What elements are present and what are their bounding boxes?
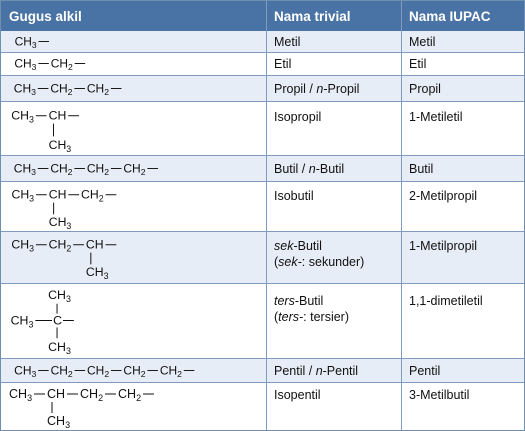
svg-text:CH3: $CH_3$ — [48, 215, 72, 231]
svg-text:CH3: $CH_3$ — [11, 187, 35, 204]
table-row — [1, 284, 524, 359]
svg-text:CH2: $CH_2$ — [86, 81, 110, 98]
trivial-name: sek-Butil — [274, 239, 322, 253]
iupac-name: Pentil — [409, 364, 441, 378]
trivial-name: Pentil / n-Pentil — [274, 364, 359, 378]
svg-text:CH2: $CH_2$ — [80, 387, 104, 403]
iupac-name: 1-Metiletil — [409, 110, 463, 124]
svg-text:CH3: $CH_3$ — [11, 237, 35, 254]
svg-text:CH2: $CH_2$ — [118, 387, 142, 403]
svg-text:CH2: $CH_2$ — [159, 363, 182, 380]
trivial-note: (sek-: sekunder) — [274, 255, 365, 269]
svg-text:CH2: $CH_2$ — [87, 363, 110, 380]
trivial-name: Isobutil — [274, 189, 314, 203]
table-row — [1, 76, 524, 102]
formula-isopropyl — [1, 102, 266, 155]
column-divider — [266, 1, 267, 430]
formula-isopentyl — [1, 383, 266, 430]
header-iupac-name: Nama IUPAC — [409, 9, 491, 24]
trivial-note: (ters-: tersier) — [274, 310, 350, 324]
iupac-name: Metil — [409, 35, 436, 49]
iupac-name: Butil — [409, 162, 434, 176]
trivial-name: Isopropil — [274, 110, 322, 124]
table-row — [1, 182, 524, 232]
iupac-name: Etil — [409, 57, 427, 71]
column-divider — [401, 1, 402, 430]
svg-text:CH2: $CH_2$ — [123, 161, 146, 178]
svg-text:CH3: $CH_3$ — [11, 108, 34, 125]
trivial-name: Isopentil — [274, 388, 321, 402]
header-trivial-name: Nama trivial — [274, 9, 351, 24]
formula-propyl — [1, 76, 266, 101]
svg-text:CH3: $CH_3$ — [13, 161, 36, 178]
table-row — [1, 156, 524, 182]
iupac-name: Propil — [409, 82, 441, 96]
trivial-name: Etil — [274, 57, 292, 71]
svg-text:CH3: $CH_3$ — [48, 287, 71, 304]
svg-text:CH3: $CH_3$ — [47, 414, 71, 430]
formula-methyl — [1, 31, 266, 52]
svg-text:CH3: $CH_3$ — [14, 56, 37, 73]
svg-text:CH: CH — [85, 237, 104, 252]
formula-tert-butyl — [1, 284, 266, 358]
table-row — [1, 31, 524, 53]
svg-text:CH2: $CH_2$ — [50, 363, 73, 380]
svg-text:CH3: $CH_3$ — [48, 138, 72, 155]
svg-text:CH2: $CH_2$ — [50, 56, 73, 73]
svg-text:CH3: $CH_3$ — [10, 313, 34, 330]
trivial-name: Butil / n-Butil — [274, 162, 345, 176]
trivial-name: Metil — [274, 35, 301, 49]
svg-text:C: C — [53, 313, 62, 328]
formula-isobutyl — [1, 182, 266, 231]
svg-text:CH2: $CH_2$ — [50, 161, 73, 178]
svg-text:CH2: $CH_2$ — [86, 161, 110, 178]
trivial-name: ters-Butil — [274, 294, 324, 308]
trivial-name: Propil / n-Propil — [274, 82, 360, 96]
formula-butyl — [1, 156, 266, 181]
table-row — [1, 359, 524, 383]
table-row — [1, 383, 524, 430]
svg-text:CH: CH — [48, 187, 67, 202]
formula-pentyl — [1, 359, 266, 382]
svg-text:CH3: $CH_3$ — [13, 81, 36, 98]
table-row — [1, 102, 524, 156]
iupac-name: 2-Metilpropil — [409, 189, 478, 203]
table-row — [1, 53, 524, 76]
table-row — [1, 232, 524, 284]
svg-text:CH: CH — [47, 387, 66, 401]
svg-text:CH2: $CH_2$ — [123, 363, 146, 380]
iupac-name: 1,1-dimetiletil — [409, 294, 483, 308]
table-header — [1, 1, 524, 31]
formula-ethyl — [1, 53, 266, 75]
svg-text:CH2: $CH_2$ — [48, 237, 72, 254]
svg-text:CH3: $CH_3$ — [14, 363, 37, 380]
header-alkyl-group: Gugus alkil — [9, 9, 82, 24]
svg-text:CH3: $CH_3$ — [48, 340, 71, 357]
svg-text:CH: CH — [48, 108, 67, 123]
svg-text:CH2: $CH_2$ — [81, 187, 104, 204]
formula-sec-butyl — [1, 232, 266, 283]
svg-text:CH3: $CH_3$ — [85, 265, 109, 282]
svg-text:CH3: $CH_3$ — [14, 34, 37, 51]
svg-text:CH3: $CH_3$ — [9, 387, 33, 403]
iupac-name: 1-Metilpropil — [409, 239, 478, 253]
svg-text:CH2: $CH_2$ — [50, 81, 73, 98]
iupac-name: 3-Metilbutil — [409, 388, 470, 402]
